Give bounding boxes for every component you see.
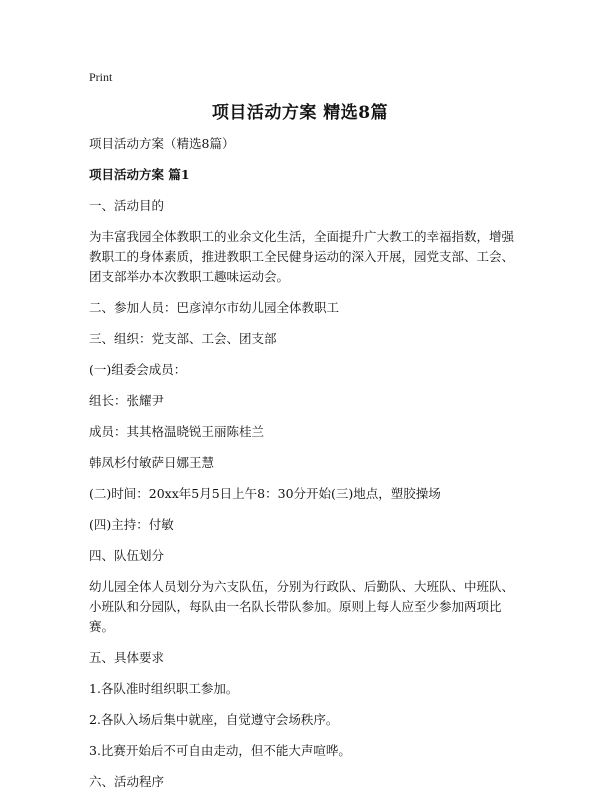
document-subtitle: 项目活动方案（精选8篇） bbox=[89, 136, 235, 151]
document-title: 项目活动方案 精选8篇 bbox=[211, 103, 389, 123]
paragraph: (一)组委会成员： bbox=[89, 362, 187, 377]
paragraph: 1.各队准时组织职工参加。 bbox=[89, 681, 239, 696]
paragraph: 三、组织：党支部、工会、团支部 bbox=[89, 331, 277, 346]
paragraph: 一、活动目的 bbox=[89, 198, 165, 213]
paragraph: (四)主持：付敏 bbox=[89, 517, 174, 532]
paragraph: 成员：其其格温晓锐王丽陈桂兰 bbox=[89, 424, 265, 439]
paragraph: 韩凤杉付敏萨日娜王慧 bbox=[89, 455, 215, 470]
paragraph: 五、具体要求 bbox=[89, 650, 165, 665]
paragraph: 六、活动程序 bbox=[89, 774, 165, 789]
print-link[interactable]: Print bbox=[89, 70, 113, 84]
section-heading: 项目活动方案 篇1 bbox=[89, 167, 190, 182]
paragraph: 四、队伍划分 bbox=[89, 548, 165, 563]
paragraph: 幼儿园全体人员划分为六支队伍，分别为行政队、后勤队、大班队、中班队、小班队和分园队，每队由一名队长带队参加。原则上每人应至少参加两项比赛。 bbox=[89, 579, 515, 634]
paragraph: 组长：张耀尹 bbox=[89, 393, 165, 408]
paragraph: (二)时间：20xx年5月5日上午8：30分开始(三)地点，塑胶操场 bbox=[89, 486, 441, 501]
paragraph: 2.各队入场后集中就座，自觉遵守会场秩序。 bbox=[89, 712, 339, 727]
paragraph: 为丰富我园全体教职工的业余文化生活，全面提升广大教工的幸福指数，增强教职工的身体素质，推进教职工全民健身运动的深入开展，园党支部、工会、团支部举办本次教职工趣味运动会。 bbox=[89, 229, 515, 284]
document-body bbox=[89, 134, 515, 803]
paragraph: 3.比赛开始后不可自由走动，但不能大声喧哗。 bbox=[89, 743, 351, 758]
paragraph: 二、参加人员：巴彦淖尔市幼儿园全体教职工 bbox=[89, 300, 340, 315]
